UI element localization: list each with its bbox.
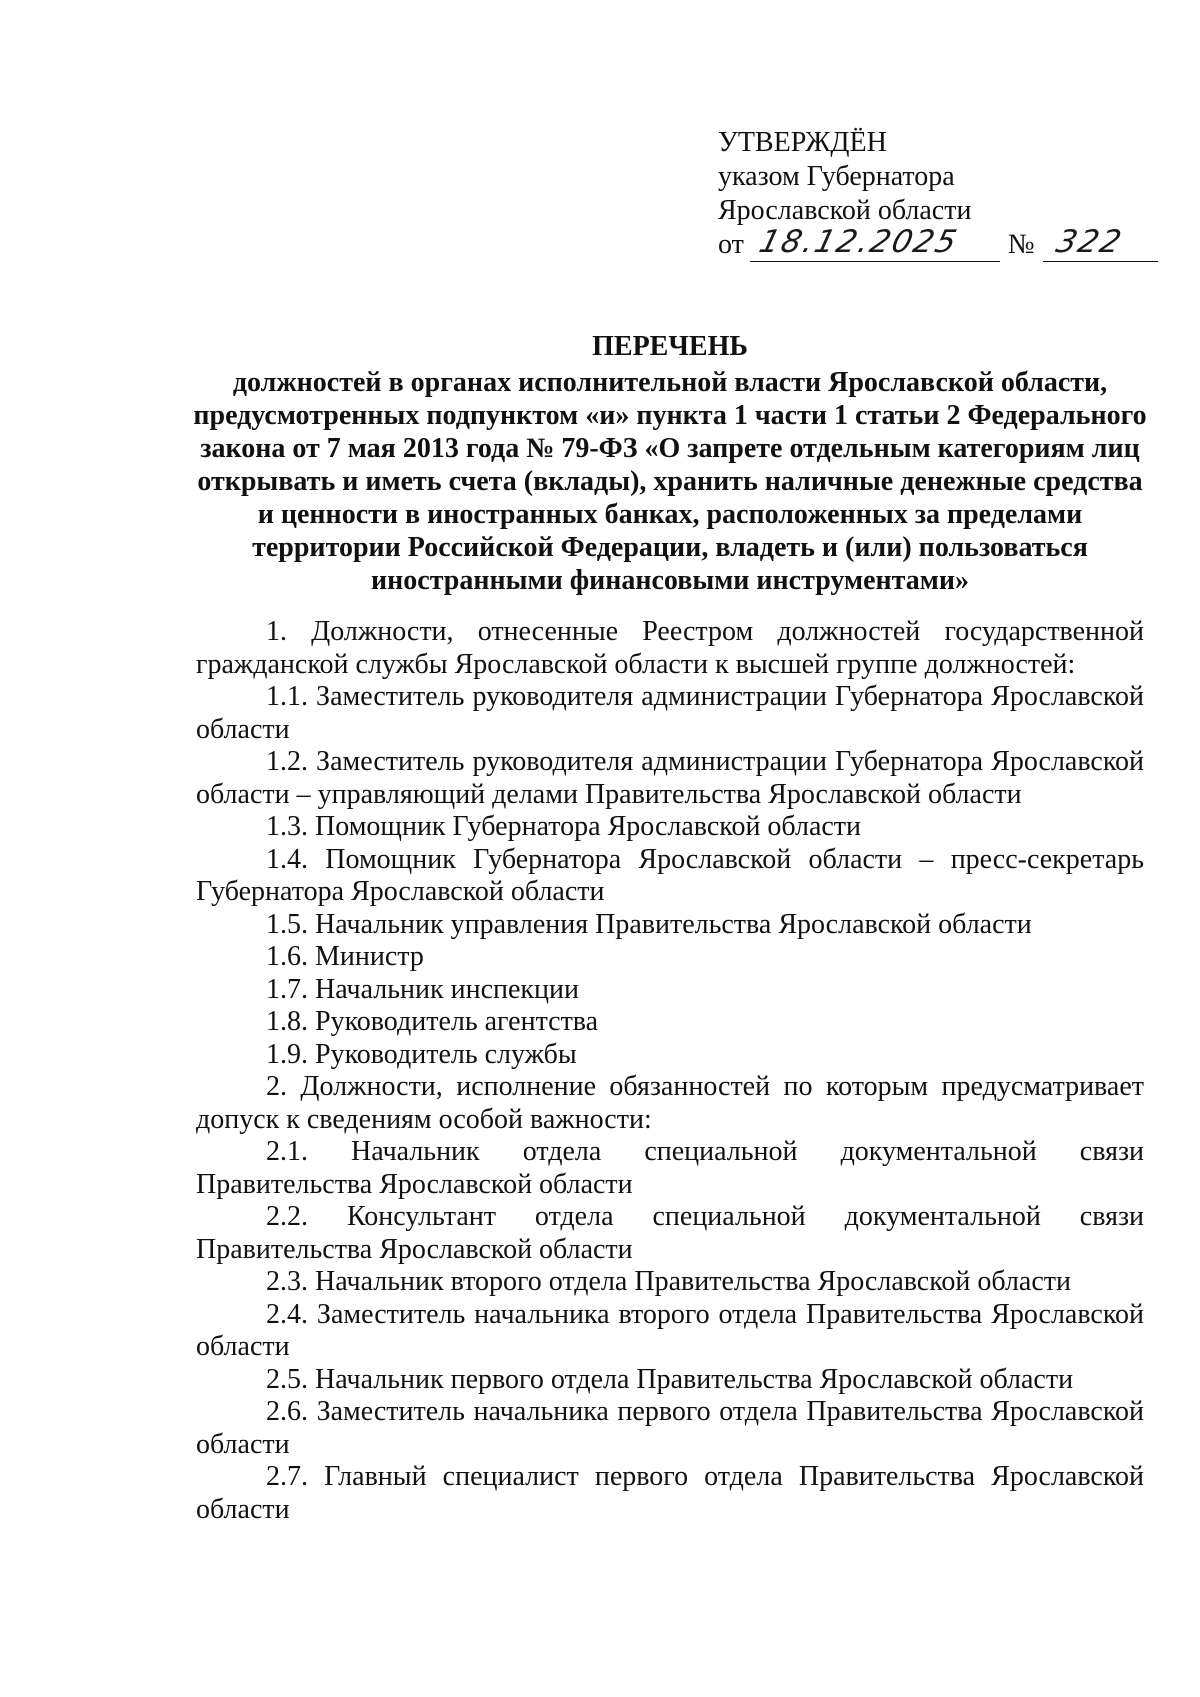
item-2-1: 2.1. Начальник отдела специальной документальной связи Правительства Ярославской области <box>196 1136 1144 1200</box>
item-1-1: 1.1. Заместитель руководителя администрации Губернатора Ярославской области <box>196 681 1144 745</box>
item-2-7: 2.7. Главный специалист первого отдела Правительства Ярославской области <box>196 1461 1144 1525</box>
item-1-3: 1.3. Помощник Губернатора Ярославской области <box>266 811 862 842</box>
handwritten-number: 322 <box>1052 224 1127 260</box>
item-1-2: 1.2. Заместитель руководителя администрации Губернатора Ярославской области – управляющий делами Правительства Ярославской области <box>196 746 1144 810</box>
document-body <box>196 616 1144 1526</box>
item-1: 1. Должности, отнесенные Реестром должностей государственной гражданской службы Ярославской области к высшей группе должностей: <box>196 616 1144 680</box>
date-blank <box>750 224 1000 262</box>
item-1-9: 1.9. Руководитель службы <box>266 1038 577 1070</box>
item-2-3: 2.3. Начальник второго отдела Правительства Ярославской области <box>266 1266 1071 1297</box>
handwritten-date: 18.12.2025 <box>755 224 962 260</box>
approval-region-line: Ярославской области <box>718 195 972 226</box>
item-2-6: 2.6. Заместитель начальника первого отдела Правительства Ярославской области <box>196 1396 1144 1460</box>
approval-decree-line: указом Губернатора <box>718 161 955 192</box>
approval-heading: УТВЕРЖДЁН <box>718 127 887 158</box>
number-blank <box>1043 224 1158 262</box>
from-label: от <box>718 229 744 260</box>
item-1-4: 1.4. Помощник Губернатора Ярославской области – пресс-секретарь Губернатора Ярославской области <box>196 843 1144 907</box>
item-1-5: 1.5. Начальник управления Правительства Ярославской области <box>266 908 1032 940</box>
approval-date-number-line <box>718 224 1158 262</box>
item-2-4: 2.4. Заместитель начальника второго отдела Правительства Ярославской области <box>196 1298 1144 1362</box>
document-title <box>190 330 1150 597</box>
item-2-2: 2.2. Консультант отдела специальной документальной связи Правительства Ярославской области <box>196 1201 1144 1265</box>
approval-block <box>718 126 1158 262</box>
item-1-7: 1.7. Начальник инспекции <box>266 973 579 1005</box>
item-1-8: 1.8. Руководитель агентства <box>266 1006 599 1037</box>
number-label: № <box>1007 229 1035 260</box>
item-1-6: 1.6. Министр <box>266 941 424 972</box>
item-2: 2. Должности, исполнение обязанностей по которым предусматривает допуск к сведениям особой важности: <box>196 1071 1144 1135</box>
item-2-5: 2.5. Начальник первого отдела Правительства Ярославской области <box>266 1363 1074 1395</box>
title-main: ПЕРЕЧЕНЬ <box>592 331 748 362</box>
title-subtitle: должностей в органах исполнительной власти Ярославской области, предусмотренных подпунктом «и» пункта 1 части 1 статьи 2 Федерального закона от 7 мая 2013 года № 79-ФЗ «О запрете отдельным категориям лиц открывать и иметь счета (вклады), хранить наличные денежные средства и ценности в иностранных банках, расположенных за пределами территории Российской Федерации, владеть и (или) пользоваться иностранными финансовыми инструментами» <box>193 367 1147 596</box>
